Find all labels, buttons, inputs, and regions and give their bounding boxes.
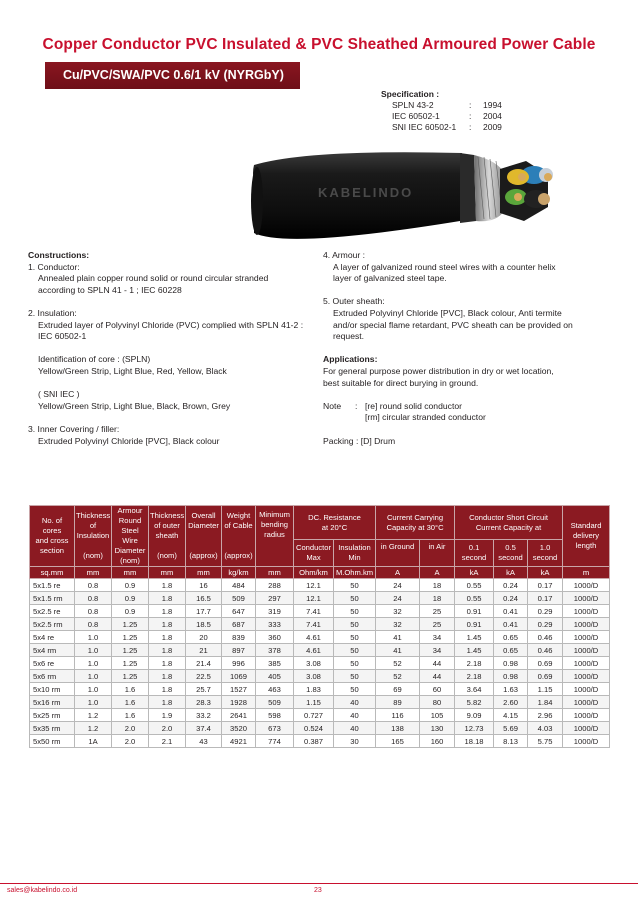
cable-brand-text: KABELINDO <box>318 185 414 200</box>
table-cell: 12.1 <box>294 579 334 592</box>
constructions-column-right: 4. Armour : A layer of galvanized round steel wires with a counter helix layer of galvanized steel tape. 5. Outer sheath: Extruded Polyvinyl Chloride [PVC], Black colour, Anti termite and/or special flame retardant, PVC sheath can be provided on request. Applications: For general purpose power distribution in dry or wet location, best suitable for direct burying in ground. Note : [re] round solid conductor [rm] circular stranded conductor Packing : [D] Drum <box>323 250 608 447</box>
table-cell: 21.4 <box>186 657 222 670</box>
table-cell: 2.96 <box>528 709 563 722</box>
table-cell: 1.15 <box>294 696 334 709</box>
table-cell: 3.08 <box>294 657 334 670</box>
table-cell: 5.82 <box>455 696 494 709</box>
table-cell: 28.3 <box>186 696 222 709</box>
table-cell: 40 <box>334 709 376 722</box>
header-dc-insulation: Insulation Min <box>334 540 376 567</box>
table-cell: 1.2 <box>75 709 112 722</box>
table-cell: 1000/D <box>563 605 610 618</box>
cable-image <box>248 147 588 252</box>
header-sc-01: 0.1 second <box>455 540 494 567</box>
table-cell: 5x6 rm <box>30 670 75 683</box>
page-title: Copper Conductor PVC Insulated & PVC Sheathed Armoured Power Cable <box>42 36 596 53</box>
table-cell: 1000/D <box>563 683 610 696</box>
table-cell: 1.8 <box>149 683 186 696</box>
table-cell: 1.8 <box>149 670 186 683</box>
header-short-circuit: Conductor Short Circuit Current Capacity at <box>455 506 563 540</box>
table-cell: 2.0 <box>149 722 186 735</box>
table-cell: 673 <box>256 722 294 735</box>
table-cell: 3520 <box>222 722 256 735</box>
packing: Packing : [D] Drum <box>323 435 396 446</box>
header-overall-diameter: Overall Diameter (approx) <box>186 506 222 567</box>
table-cell: 30 <box>334 735 376 748</box>
table-cell: 5x50 rm <box>30 735 75 748</box>
table-cell: 5x1.5 rm <box>30 592 75 605</box>
table-cell: 647 <box>222 605 256 618</box>
spec-row: IEC 60502-1 : 2004 <box>392 111 502 121</box>
table-cell: 80 <box>420 696 455 709</box>
unit-cell: A <box>376 567 420 579</box>
table-cell: 69 <box>376 683 420 696</box>
table-cell: 116 <box>376 709 420 722</box>
header-current-carrying: Current Carrying Capacity at 30°C <box>376 506 455 540</box>
table-cell: 0.41 <box>494 605 528 618</box>
table-cell: 0.91 <box>455 618 494 631</box>
table-cell: 1.8 <box>149 631 186 644</box>
table-cell: 7.41 <box>294 618 334 631</box>
table-cell: 1.25 <box>112 631 149 644</box>
table-cell: 32 <box>376 605 420 618</box>
table-cell: 1.45 <box>455 631 494 644</box>
constructions-title: Constructions: <box>28 250 90 260</box>
header-bending-radius: Minimum bending radius <box>256 506 294 567</box>
table-cell: 1527 <box>222 683 256 696</box>
table-cell: 25 <box>420 605 455 618</box>
footer-email: sales@kabelindo.co.id <box>7 887 78 894</box>
table-cell: 897 <box>222 644 256 657</box>
table-cell: 1.9 <box>149 709 186 722</box>
table-cell: 25 <box>420 618 455 631</box>
table-cell: 405 <box>256 670 294 683</box>
table-cell: 2.60 <box>494 696 528 709</box>
table-cell: 5x16 rm <box>30 696 75 709</box>
table-cell: 0.98 <box>494 670 528 683</box>
table-cell: 2641 <box>222 709 256 722</box>
table-cell: 0.8 <box>75 605 112 618</box>
table-row <box>30 579 610 592</box>
table-cell: 4921 <box>222 735 256 748</box>
table-cell: 0.46 <box>528 644 563 657</box>
header-in-air: in Air <box>420 540 455 567</box>
table-cell: 0.55 <box>455 579 494 592</box>
table-cell: 378 <box>256 644 294 657</box>
table-cell: 0.524 <box>294 722 334 735</box>
table-cell: 5x1.5 re <box>30 579 75 592</box>
table-cell: 1.6 <box>112 683 149 696</box>
unit-cell: mm <box>75 567 112 579</box>
insulation-heading: 2. Insulation: <box>28 307 77 318</box>
header-thickness-insulation: Thickness of Insulation (nom) <box>75 506 112 567</box>
core-identification-heading: Identification of core : (SPLN) <box>38 354 151 365</box>
table-cell: 7.41 <box>294 605 334 618</box>
unit-cell: mm <box>186 567 222 579</box>
table-cell: 0.9 <box>112 579 149 592</box>
table-row <box>30 696 610 709</box>
footer-divider <box>0 883 638 884</box>
table-cell: 89 <box>376 696 420 709</box>
table-row <box>30 618 610 631</box>
table-cell: 5x4 rm <box>30 644 75 657</box>
table-cell: 1000/D <box>563 592 610 605</box>
table-cell: 50 <box>334 592 376 605</box>
table-cell: 25.7 <box>186 683 222 696</box>
table-cell: 52 <box>376 670 420 683</box>
table-cell: 40 <box>334 696 376 709</box>
table-cell: 2.0 <box>112 735 149 748</box>
table-cell: 18.18 <box>455 735 494 748</box>
table-cell: 1000/D <box>563 709 610 722</box>
table-cell: 18.5 <box>186 618 222 631</box>
table-cell: 839 <box>222 631 256 644</box>
table-cell: 0.29 <box>528 618 563 631</box>
table-row <box>30 683 610 696</box>
header-dc-conductor: Conductor Max <box>294 540 334 567</box>
table-cell: 12.73 <box>455 722 494 735</box>
table-cell: 165 <box>376 735 420 748</box>
table-cell: 1.8 <box>149 696 186 709</box>
table-cell: 4.15 <box>494 709 528 722</box>
table-cell: 0.69 <box>528 670 563 683</box>
table-cell: 0.98 <box>494 657 528 670</box>
table-cell: 1.8 <box>149 592 186 605</box>
inner-covering-heading: 3. Inner Covering / filler: <box>28 423 120 434</box>
table-cell: 16 <box>186 579 222 592</box>
table-cell: 32 <box>376 618 420 631</box>
table-cell: 12.1 <box>294 592 334 605</box>
table-cell: 50 <box>334 579 376 592</box>
table-cell: 50 <box>334 683 376 696</box>
table-cell: 0.46 <box>528 631 563 644</box>
table-cell: 52 <box>376 657 420 670</box>
specification-block <box>381 89 502 133</box>
specification-title: Specification : <box>381 89 440 99</box>
table-cell: 5x10 rm <box>30 683 75 696</box>
table-cell: 1.8 <box>149 657 186 670</box>
table-cell: 1.2 <box>75 722 112 735</box>
table-cell: 996 <box>222 657 256 670</box>
table-row <box>30 592 610 605</box>
table-cell: 20 <box>186 631 222 644</box>
table-row <box>30 670 610 683</box>
product-code-banner: Cu/PVC/SWA/PVC 0.6/1 kV (NYRGbY) <box>45 62 300 89</box>
table-cell: 1.0 <box>75 683 112 696</box>
table-cell: 1.25 <box>112 670 149 683</box>
unit-cell: kA <box>455 567 494 579</box>
table-cell: 41 <box>376 631 420 644</box>
table-cell: 24 <box>376 592 420 605</box>
table-cell: 0.387 <box>294 735 334 748</box>
table-cell: 0.55 <box>455 592 494 605</box>
table-cell: 1.8 <box>149 644 186 657</box>
header-dc-resistance: DC. Resistance at 20°C <box>294 506 376 540</box>
table-cell: 34 <box>420 631 455 644</box>
table-cell: 1.8 <box>149 579 186 592</box>
table-cell: 2.0 <box>112 722 149 735</box>
table-row <box>30 722 610 735</box>
table-cell: 0.41 <box>494 618 528 631</box>
table-cell: 2.18 <box>455 670 494 683</box>
applications-title: Applications: <box>323 354 378 365</box>
table-cell: 1069 <box>222 670 256 683</box>
table-cell: 50 <box>334 631 376 644</box>
table-cell: 1.0 <box>75 644 112 657</box>
constructions-column: Constructions: 1. Conductor: Annealed plain copper round solid or round circular stranded according to SPLN 41 - 1 ; IEC 60228 2. Insulation: Extruded layer of Polyvinyl Chloride (PVC) complied with SPLN 41-2 : IEC 60502-1 Identification of core : (SPLN) Yellow/Green Strip, Light Blue, Red, Yellow, Black ( SNI IEC ) Yellow/Green Strip, Light Blue, Black, Brown, Grey 3. Inner Covering / filler: Extruded Polyvinyl Chloride [PVC], Black colour <box>28 250 313 447</box>
table-cell: 385 <box>256 657 294 670</box>
table-cell: 60 <box>420 683 455 696</box>
table-cell: 1.84 <box>528 696 563 709</box>
unit-cell: sq.mm <box>30 567 75 579</box>
table-cell: 5.75 <box>528 735 563 748</box>
table-cell: 8.13 <box>494 735 528 748</box>
unit-cell: A <box>420 567 455 579</box>
table-cell: 360 <box>256 631 294 644</box>
table-cell: 1.0 <box>75 631 112 644</box>
header-thickness-sheath: Thickness of outer sheath (nom) <box>149 506 186 567</box>
table-cell: 1000/D <box>563 657 610 670</box>
table-cell: 17.7 <box>186 605 222 618</box>
table-cell: 1000/D <box>563 696 610 709</box>
conductor-heading: 1. Conductor: <box>28 261 80 272</box>
table-cell: 0.24 <box>494 579 528 592</box>
table-cell: 463 <box>256 683 294 696</box>
units-row <box>30 567 610 579</box>
table-cell: 18 <box>420 592 455 605</box>
table-cell: 22.5 <box>186 670 222 683</box>
table-cell: 1.83 <box>294 683 334 696</box>
cable-specification-table <box>29 505 610 748</box>
table-cell: 1000/D <box>563 670 610 683</box>
table-row <box>30 631 610 644</box>
table-cell: 2.1 <box>149 735 186 748</box>
table-cell: 297 <box>256 592 294 605</box>
table-cell: 0.65 <box>494 644 528 657</box>
unit-cell: kA <box>494 567 528 579</box>
table-cell: 1000/D <box>563 618 610 631</box>
table-cell: 1.0 <box>75 670 112 683</box>
table-cell: 1.25 <box>112 618 149 631</box>
unit-cell: kA <box>528 567 563 579</box>
table-cell: 4.03 <box>528 722 563 735</box>
table-cell: 0.9 <box>112 605 149 618</box>
outer-sheath-heading: 5. Outer sheath: <box>323 296 385 307</box>
table-cell: 319 <box>256 605 294 618</box>
table-cell: 5x2.5 re <box>30 605 75 618</box>
table-cell: 18 <box>420 579 455 592</box>
table-cell: 5x2.5 rm <box>30 618 75 631</box>
header-cores: No. of cores and cross section <box>30 506 75 567</box>
header-sc-10: 1.0 second <box>528 540 563 567</box>
table-cell: 1.0 <box>75 657 112 670</box>
table-cell: 5x25 rm <box>30 709 75 722</box>
table-cell: 4.61 <box>294 644 334 657</box>
table-cell: 50 <box>334 657 376 670</box>
header-in-ground: in Ground <box>376 540 420 567</box>
table-cell: 2.18 <box>455 657 494 670</box>
table-cell: 0.17 <box>528 579 563 592</box>
header-delivery-length: Standard delivery length <box>563 506 610 567</box>
table-cell: 4.61 <box>294 631 334 644</box>
armour-heading: 4. Armour : <box>323 250 366 260</box>
table-cell: 1.45 <box>455 644 494 657</box>
table-cell: 138 <box>376 722 420 735</box>
table-cell: 1000/D <box>563 722 610 735</box>
table-cell: 1.6 <box>112 709 149 722</box>
table-cell: 5.69 <box>494 722 528 735</box>
unit-cell: kg/km <box>222 567 256 579</box>
table-cell: 1928 <box>222 696 256 709</box>
table-cell: 509 <box>222 592 256 605</box>
header-armour-diameter: Armour Round Steel Wire Diameter (nom) <box>112 506 149 567</box>
table-cell: 44 <box>420 657 455 670</box>
table-cell: 1.8 <box>149 618 186 631</box>
table-cell: 0.17 <box>528 592 563 605</box>
table-row <box>30 605 610 618</box>
table-cell: 0.69 <box>528 657 563 670</box>
table-cell: 130 <box>420 722 455 735</box>
table-cell: 50 <box>334 605 376 618</box>
unit-cell: M.Ohm.km <box>334 567 376 579</box>
table-cell: 1.63 <box>494 683 528 696</box>
table-cell: 1000/D <box>563 735 610 748</box>
table-cell: 1000/D <box>563 579 610 592</box>
table-cell: 0.8 <box>75 592 112 605</box>
table-cell: 9.09 <box>455 709 494 722</box>
table-cell: 41 <box>376 644 420 657</box>
table-cell: 50 <box>334 644 376 657</box>
unit-cell: mm <box>149 567 186 579</box>
spec-row: SPLN 43-2 : 1994 <box>392 100 502 110</box>
table-cell: 16.5 <box>186 592 222 605</box>
table-cell: 0.91 <box>455 605 494 618</box>
unit-cell: mm <box>256 567 294 579</box>
header-sc-05: 0.5 second <box>494 540 528 567</box>
table-cell: 333 <box>256 618 294 631</box>
table-cell: 288 <box>256 579 294 592</box>
table-cell: 0.24 <box>494 592 528 605</box>
table-cell: 1000/D <box>563 631 610 644</box>
table-cell: 160 <box>420 735 455 748</box>
table-cell: 0.727 <box>294 709 334 722</box>
table-cell: 1A <box>75 735 112 748</box>
table-cell: 484 <box>222 579 256 592</box>
table-cell: 0.8 <box>75 579 112 592</box>
table-cell: 5x4 re <box>30 631 75 644</box>
table-cell: 598 <box>256 709 294 722</box>
table-cell: 1.0 <box>75 696 112 709</box>
table-cell: 1.15 <box>528 683 563 696</box>
table-row <box>30 709 610 722</box>
unit-cell: mm <box>112 567 149 579</box>
table-row <box>30 644 610 657</box>
table-cell: 50 <box>334 618 376 631</box>
table-cell: 509 <box>256 696 294 709</box>
table-cell: 34 <box>420 644 455 657</box>
table-cell: 0.8 <box>75 618 112 631</box>
table-cell: 24 <box>376 579 420 592</box>
table-row <box>30 657 610 670</box>
unit-cell: Ohm/km <box>294 567 334 579</box>
table-cell: 1.8 <box>149 605 186 618</box>
table-cell: 3.08 <box>294 670 334 683</box>
table-cell: 0.65 <box>494 631 528 644</box>
table-cell: 0.29 <box>528 605 563 618</box>
table-cell: 21 <box>186 644 222 657</box>
unit-cell: m <box>563 567 610 579</box>
table-cell: 5x6 re <box>30 657 75 670</box>
table-cell: 40 <box>334 722 376 735</box>
table-cell: 687 <box>222 618 256 631</box>
table-cell: 50 <box>334 670 376 683</box>
table-cell: 5x35 rm <box>30 722 75 735</box>
table-cell: 1.25 <box>112 644 149 657</box>
table-cell: 774 <box>256 735 294 748</box>
table-cell: 3.64 <box>455 683 494 696</box>
table-cell: 43 <box>186 735 222 748</box>
note: Note : [re] round solid conductor <box>323 400 462 411</box>
table-cell: 33.2 <box>186 709 222 722</box>
table-cell: 0.9 <box>112 592 149 605</box>
table-cell: 1000/D <box>563 644 610 657</box>
table-row <box>30 735 610 748</box>
page-number: 23 <box>314 887 322 894</box>
table-cell: 1.25 <box>112 657 149 670</box>
table-cell: 1.6 <box>112 696 149 709</box>
table-cell: 37.4 <box>186 722 222 735</box>
table-cell: 44 <box>420 670 455 683</box>
header-weight: Weight of Cable (approx) <box>222 506 256 567</box>
table-cell: 105 <box>420 709 455 722</box>
spec-row: SNI IEC 60502-1 : 2009 <box>392 122 502 132</box>
